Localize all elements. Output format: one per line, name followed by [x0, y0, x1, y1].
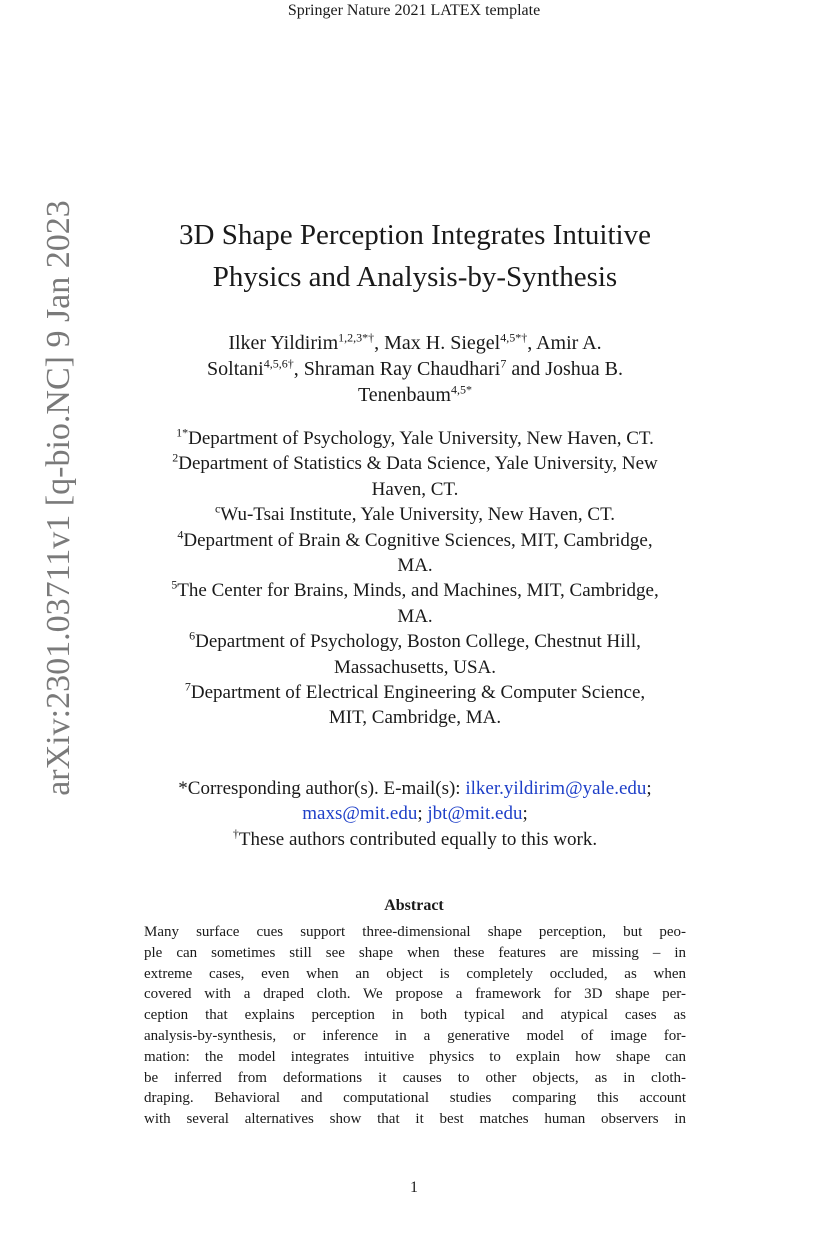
author-list: [120, 330, 710, 408]
affiliation-line: MA.: [397, 555, 433, 577]
email-link[interactable]: ilker.yildirim@yale.edu: [465, 778, 647, 799]
affiliation-sup: c: [214, 501, 221, 516]
affiliation-sup: 6: [189, 628, 196, 643]
affiliation-sup: 5: [171, 578, 178, 593]
author-name: , Shraman Ray Chaudhari: [293, 358, 501, 380]
affiliation-line: MA.: [397, 605, 433, 627]
affiliation-line: Haven, CT.: [371, 478, 459, 500]
email-separator: ;: [646, 778, 652, 799]
affiliation-text: The Center for Brains, Minds, and Machines, MIT, Cambridge,: [177, 580, 659, 602]
abstract-line: mation: the model integrates intuitive physics to explain how shape can: [144, 1048, 686, 1065]
author-name: , Amir A.: [527, 332, 602, 354]
abstract-line: extreme cases, even when an object is completely occluded, as when: [144, 965, 686, 982]
affiliation-line: [110, 629, 720, 654]
affiliation-sup: 7: [184, 679, 191, 694]
correspondence-line: [110, 801, 720, 826]
abstract-line: ception that explains perception in both typical and atypical cases as: [144, 1007, 686, 1024]
affiliation-line: [110, 502, 720, 527]
page-number: 1: [410, 1179, 418, 1196]
email-link[interactable]: jbt@mit.edu: [427, 803, 523, 825]
affiliation-text: Department of Brain & Cognitive Sciences, MIT, Cambridge,: [183, 529, 653, 551]
title-line: Physics and Analysis-by-Synthesis: [212, 261, 618, 293]
author-name: Ilker Yildirim: [228, 332, 339, 354]
abstract-line: analysis-by-synthesis, or inference in a generative model of image for-: [144, 1027, 686, 1044]
correspondence-line: [110, 776, 720, 801]
author-name: Tenenbaum: [357, 384, 451, 406]
affiliation-sup: 4: [177, 527, 184, 542]
title-line: 3D Shape Perception Integrates Intuitive: [179, 219, 651, 251]
affiliation-sup: 1*: [176, 425, 189, 440]
abstract-line: ple can sometimes still see shape when these features are missing – in: [144, 944, 686, 961]
affiliation-text: Wu-Tsai Institute, Yale University, New Haven, CT.: [220, 504, 616, 526]
affiliation-text: Department of Psychology, Boston College, Chestnut Hill,: [195, 631, 641, 653]
author-name: Soltani: [207, 358, 264, 380]
email-link[interactable]: maxs@mit.edu: [302, 803, 418, 825]
author-name: and Joshua B.: [506, 358, 623, 380]
abstract-line: draping. Behavioral and computational studies comparing this account: [144, 1090, 686, 1107]
equal-contribution-note: [110, 827, 720, 852]
affiliation-line: [110, 426, 720, 451]
author-affil-sup: 1,2,3*†: [338, 330, 375, 345]
author-affil-sup: 4,5*†: [500, 330, 528, 345]
affiliation-text: Department of Statistics & Data Science, Yale University, New: [178, 453, 658, 475]
affiliation-list: [110, 426, 720, 731]
affiliation-line: [110, 451, 720, 476]
correspondence-prefix: *Corresponding author(s). E-mail(s):: [178, 778, 466, 799]
affiliation-line: Massachusetts, USA.: [333, 656, 497, 678]
author-name: Max H. Siegel: [384, 332, 501, 354]
abstract-line: be inferred from deformations it causes to other objects, as in cloth-: [144, 1069, 686, 1086]
author-line: [120, 356, 710, 382]
affiliation-line: MIT, Cambridge, MA.: [328, 707, 502, 729]
arxiv-id: arXiv:2301.03711v1 [q-bio.NC] 9 Jan 2023: [39, 200, 77, 796]
abstract-heading: Abstract: [384, 897, 444, 914]
email-separator: ;: [417, 803, 428, 825]
running-header: [0, 2, 828, 20]
author-affil-sup: 7: [500, 356, 507, 371]
affiliation-line: [110, 528, 720, 553]
running-header-text: Springer Nature 2021 LATEX template: [287, 2, 541, 19]
affiliation-line: [110, 578, 720, 603]
author-affil-sup: 4,5,6†: [263, 356, 294, 371]
author-line: [120, 330, 710, 356]
author-affil-sup: 4,5*: [451, 382, 472, 397]
affiliation-text: Department of Psychology, Yale University, New Haven, CT.: [188, 428, 654, 449]
abstract-line: with several alternatives show that it best matches human observers in: [144, 1111, 686, 1128]
affiliation-sup: 2: [172, 451, 179, 466]
abstract-line: covered with a draped cloth. We propose a framework for 3D shape per-: [144, 986, 686, 1003]
affiliation-line: [110, 680, 720, 705]
paper-title: [110, 214, 720, 298]
author-separator: ,: [374, 332, 385, 354]
email-separator: ;: [522, 803, 528, 825]
abstract-body: [144, 922, 686, 1130]
arxiv-stamp: [36, 158, 81, 838]
dagger-sup: †: [232, 826, 239, 841]
correspondence-block: [110, 776, 720, 852]
equal-contribution-text: These authors contributed equally to this work.: [238, 828, 598, 850]
affiliation-text: Department of Electrical Engineering & Computer Science,: [190, 682, 646, 704]
abstract-line: Many surface cues support three-dimensional shape perception, but peo-: [144, 924, 686, 940]
author-line: [120, 382, 710, 408]
